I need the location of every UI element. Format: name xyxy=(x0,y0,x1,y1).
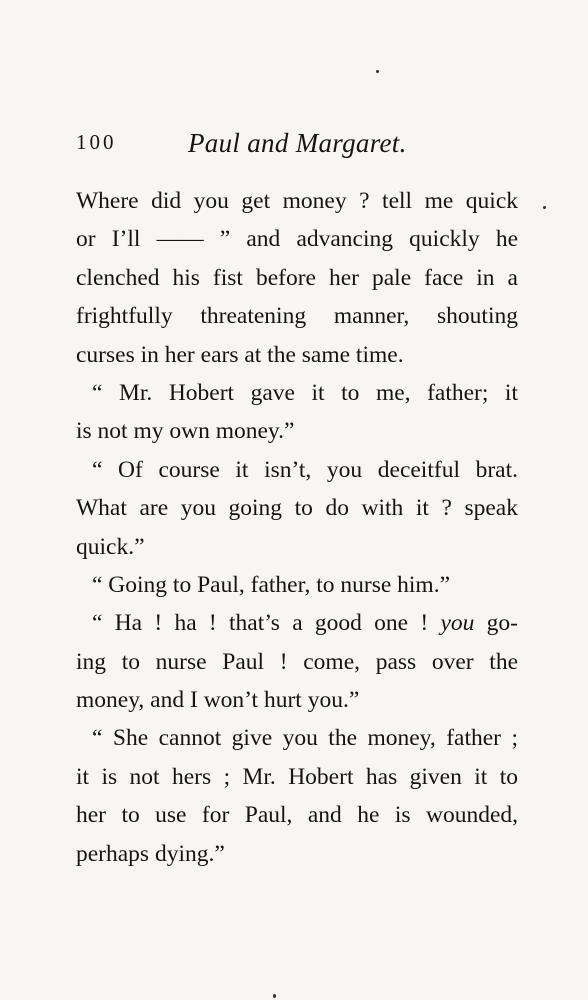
text-line: frightfully threatening manner, shouting xyxy=(76,303,518,330)
page-header xyxy=(76,128,521,162)
text-line: “ Ha ! ha ! that’s a good one ! you go- xyxy=(92,610,519,637)
text-line: her to use for Paul, and he is wounded, xyxy=(76,802,518,829)
text-line: “ Mr. Hobert gave it to me, father; it xyxy=(92,379,518,406)
text-line: What are you going to do with it ? speak xyxy=(76,495,518,522)
running-title: Paul and Margaret. xyxy=(188,128,407,158)
emphasis-word: you xyxy=(440,610,475,637)
text-line: quick.” xyxy=(76,533,145,560)
paper-speck xyxy=(273,994,276,998)
text-line: “ Of course it isn’t, you deceitful brat. xyxy=(92,456,518,483)
text-line: “ Going to Paul, father, to nurse him.” xyxy=(92,571,451,598)
text-line: is not my own money.” xyxy=(76,418,295,445)
text-line: it is not hers ; Mr. Hobert has given it to xyxy=(76,763,518,790)
page-number: 100 xyxy=(76,130,117,154)
text-line: curses in her ears at the same time. xyxy=(76,341,404,368)
text-line: “ She cannot give you the money, father ; xyxy=(92,725,518,752)
paper-speck xyxy=(376,70,379,73)
text-line: ing to nurse Paul ! come, pass over the xyxy=(76,648,518,675)
text-line: Where did you get money ? tell me quick xyxy=(76,188,518,214)
text-line: or I’ll —— ” and advancing quickly he xyxy=(76,226,518,253)
text-line: money, and I won’t hurt you.” xyxy=(76,687,360,714)
page-body-text xyxy=(76,182,518,873)
text-line: clenched his fist before her pale face in a xyxy=(76,264,518,291)
paper-speck xyxy=(543,206,546,209)
text-line: perhaps dying.” xyxy=(76,840,225,867)
